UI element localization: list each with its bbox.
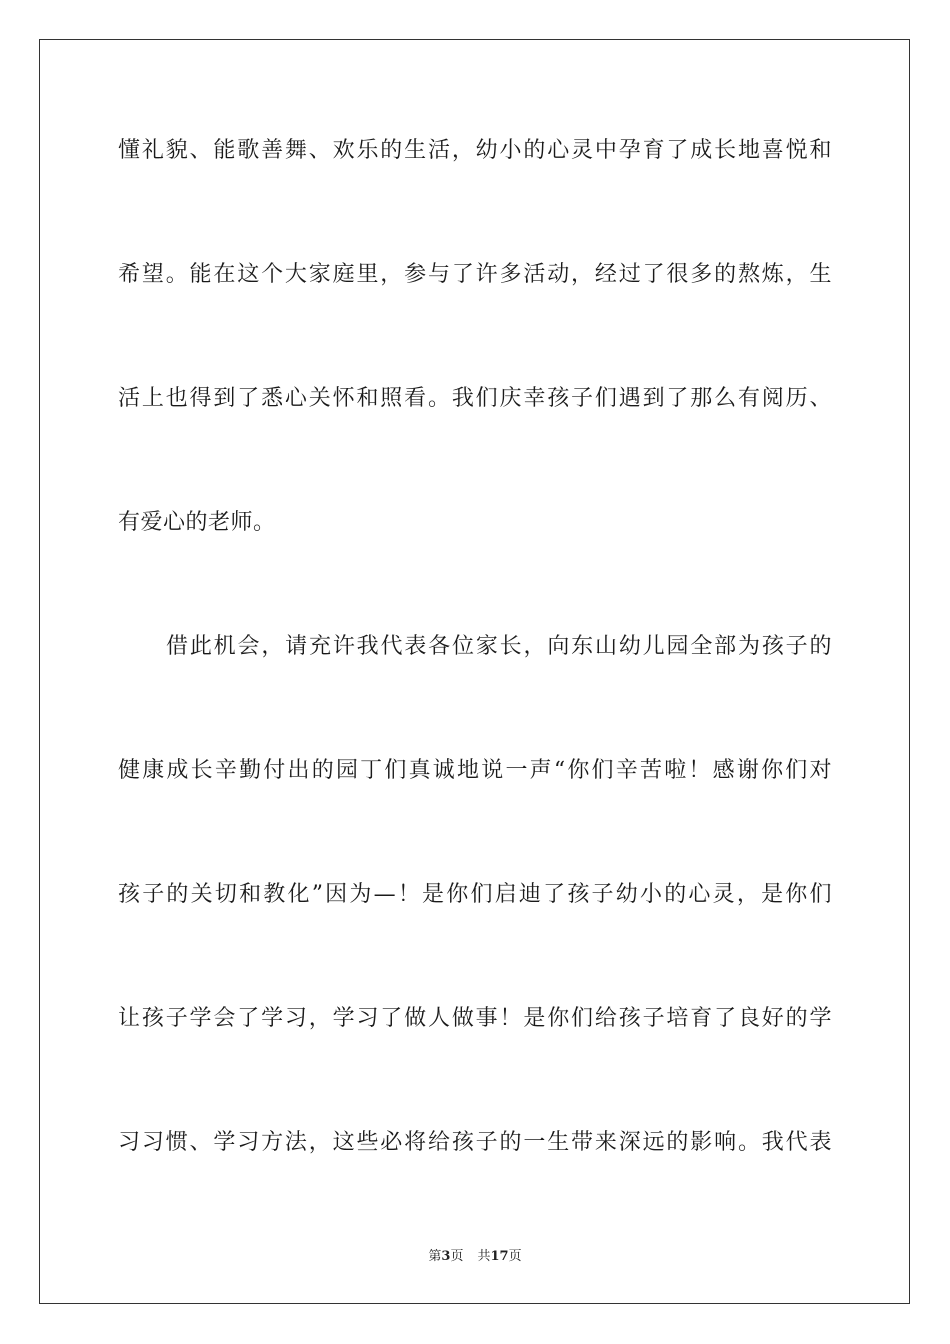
total-prefix: 共: [477, 1249, 491, 1264]
page-suffix: 页: [450, 1249, 464, 1264]
body-text-line: 健康成长辛勤付出的园丁们真诚地说一声“你们辛苦啦！感谢你们对: [118, 758, 832, 783]
body-text-line: 希望。能在这个大家庭里，参与了许多活动，经过了很多的熬炼，生: [118, 262, 832, 287]
total-page-count: 17: [490, 1249, 509, 1264]
current-page-number: 3: [441, 1249, 451, 1264]
page-border: [39, 39, 910, 1304]
page-number-footer: [0, 1248, 950, 1266]
body-text-line: 活上也得到了悉心关怀和照看。我们庆幸孩子们遇到了那么有阅历、: [118, 386, 832, 411]
paragraph-first-line: 借此机会，请充许我代表各位家长，向东山幼儿园全部为孩子的: [166, 634, 832, 659]
total-suffix: 页: [508, 1249, 522, 1264]
body-text-line: 孩子的关切和教化”因为—！是你们启迪了孩子幼小的心灵，是你们: [118, 882, 832, 907]
body-text-line: 让孩子学会了学习，学习了做人做事！是你们给孩子培育了良好的学: [118, 1006, 832, 1031]
page-prefix: 第: [428, 1249, 442, 1264]
body-text-line: 懂礼貌、能歌善舞、欢乐的生活，幼小的心灵中孕育了成长地喜悦和: [118, 138, 832, 163]
body-text-line: 习习惯、学习方法，这些必将给孩子的一生带来深远的影响。我代表: [118, 1130, 832, 1155]
body-text-line: 有爱心的老师。: [118, 510, 276, 535]
